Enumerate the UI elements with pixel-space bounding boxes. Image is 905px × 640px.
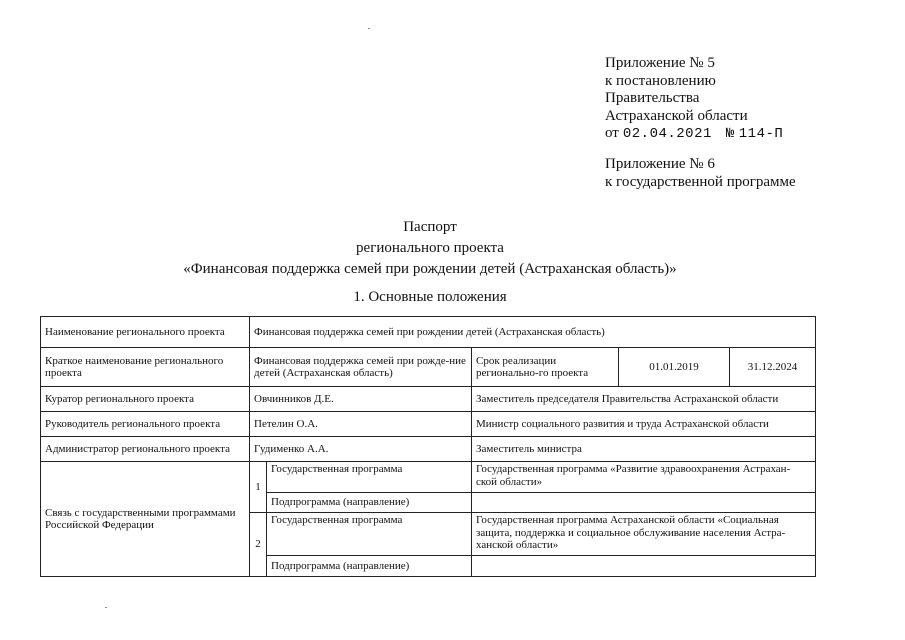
number-sign: № [725, 126, 735, 142]
annex-5-line: Правительства [605, 90, 700, 106]
row-label: Связь с государственными программами Российской Федерации [41, 462, 250, 577]
table-row [41, 317, 816, 348]
annex-5-line: Приложение № 5 [605, 55, 715, 71]
annex-6-block [605, 156, 796, 191]
link-index: 1 [250, 462, 267, 513]
subprogram-value [472, 493, 816, 513]
subprogram-label: Подпрограмма (направление) [267, 493, 472, 513]
subprogram-label: Подпрограмма (направление) [267, 556, 472, 577]
program-value: Государственная программа «Развитие здравоохранения Астрахан-ской области» [472, 462, 816, 493]
row-value: Финансовая поддержка семей при рождении детей (Астраханская область) [250, 317, 816, 348]
annex-5-date-line [605, 125, 783, 144]
person-name: Овчинников Д.Е. [250, 387, 472, 412]
section-title: 1. Основные положения [353, 289, 507, 305]
document-title [0, 217, 860, 280]
table-row [41, 348, 816, 387]
from-label: от [605, 125, 619, 141]
person-position: Заместитель министра [472, 437, 816, 462]
table-row [41, 412, 816, 437]
title-line: «Финансовая поддержка семей при рождении детей (Астраханская область)» [183, 261, 677, 277]
table-row [41, 437, 816, 462]
row-label: Куратор регионального проекта [41, 387, 250, 412]
table-row [41, 462, 816, 493]
person-name: Петелин О.А. [250, 412, 472, 437]
annex-5-line: Астраханской области [605, 107, 748, 124]
annex-5-block [605, 55, 783, 144]
row-label: Администратор регионального проекта [41, 437, 250, 462]
row-label: Краткое наименование регионального проекта [41, 348, 250, 387]
row-label: Руководитель регионального проекта [41, 412, 250, 437]
program-label: Государственная программа [267, 462, 472, 493]
title-line: регионального проекта [356, 240, 504, 256]
person-position: Заместитель председателя Правительства Астраханской области [472, 387, 816, 412]
term-start: 01.01.2019 [619, 348, 730, 387]
link-index: 2 [250, 513, 267, 577]
title-line: Паспорт [403, 219, 457, 235]
person-name: Гудименко А.А. [250, 437, 472, 462]
project-passport-table [40, 316, 816, 577]
person-position: Министр социального развития и труда Астраханской области [472, 412, 816, 437]
program-label: Государственная программа [267, 513, 472, 556]
term-end: 31.12.2024 [730, 348, 816, 387]
annex-6-line: Приложение № 6 [605, 156, 715, 172]
annex-5-line: к постановлению [605, 72, 716, 89]
annex-6-line: к государственной программе [605, 173, 796, 190]
scan-speck [368, 28, 370, 29]
subprogram-value [472, 556, 816, 577]
program-value: Государственная программа Астраханской области «Социальная защита, поддержка и социальное обслуживание населения Астра-ханской области» [472, 513, 816, 556]
term-label: Срок реализации регионально-го проекта [472, 348, 619, 387]
table-row [41, 387, 816, 412]
row-value: Финансовая поддержка семей при рожде-ние детей (Астраханская область) [250, 348, 472, 387]
row-label: Наименование регионального проекта [41, 317, 250, 348]
resolution-date: 02.04.2021 [622, 126, 712, 142]
resolution-number: 114-П [738, 126, 784, 142]
scan-speck [105, 607, 107, 608]
